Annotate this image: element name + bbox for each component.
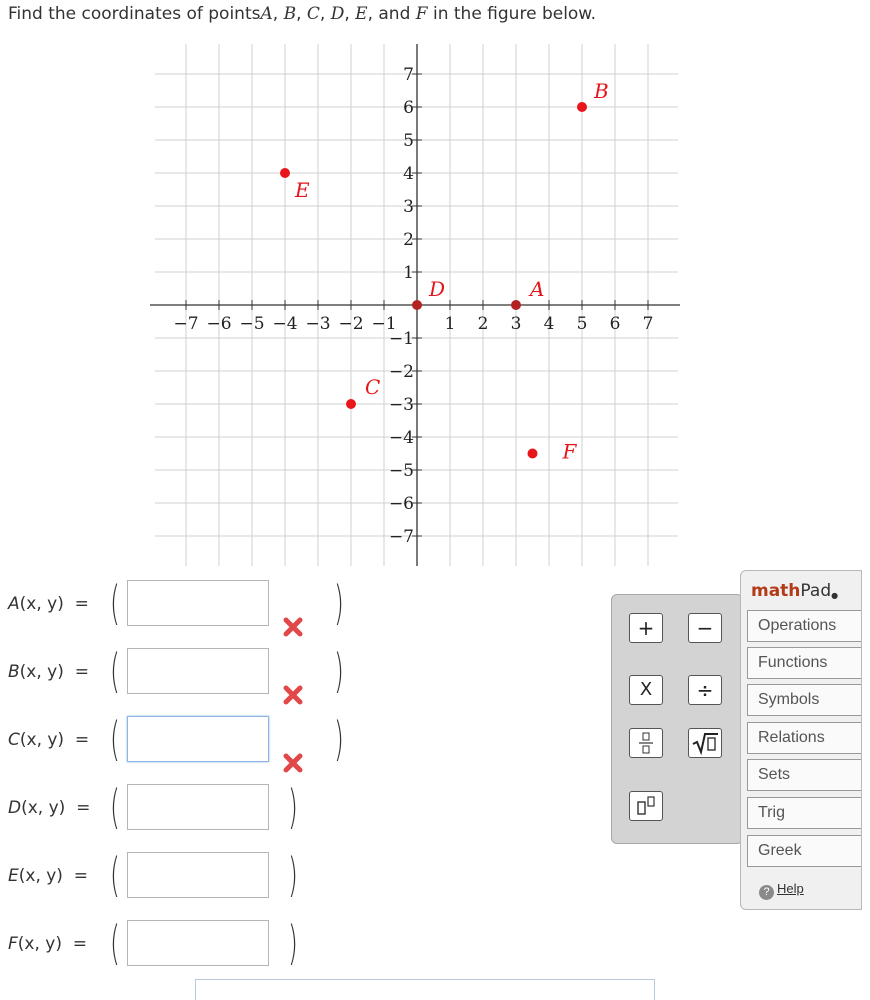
tab-greek[interactable]: Greek — [747, 835, 861, 867]
question-text: Find the coordinates of pointsA, B, C, D, E, and F in the figure below. — [8, 4, 597, 24]
answer-row-f — [8, 916, 368, 976]
incorrect-x-icon — [282, 616, 304, 638]
multiply-button[interactable]: X — [629, 675, 663, 705]
right-paren: ) — [334, 712, 344, 766]
y-tick-label: 1 — [403, 263, 414, 283]
next-question-frame — [195, 979, 655, 1000]
point-label-e: E — [295, 178, 310, 202]
mathpad-keypad — [611, 594, 743, 844]
question-point-e: E — [355, 4, 368, 24]
x-tick-label: 1 — [444, 314, 456, 334]
y-tick-label: −6 — [388, 494, 414, 514]
right-paren: ) — [334, 644, 344, 698]
answer-row-b — [8, 644, 368, 704]
y-tick-label: −1 — [388, 329, 414, 349]
answer-row-e — [8, 848, 368, 908]
tab-symbols[interactable]: Symbols — [747, 684, 861, 716]
left-paren: ( — [110, 780, 120, 834]
x-tick-label: −4 — [272, 314, 298, 334]
right-paren: ) — [288, 848, 298, 902]
answer-label: D(x, y) = — [8, 798, 91, 818]
point-a — [511, 300, 521, 310]
coordinate-plane — [150, 44, 680, 566]
answer-input-c[interactable] — [127, 716, 269, 762]
x-tick-label: 7 — [642, 314, 654, 334]
tab-trig[interactable]: Trig — [747, 797, 861, 829]
y-tick-label: 5 — [403, 131, 414, 151]
x-tick-label: −7 — [173, 314, 199, 334]
y-tick-label: 3 — [403, 197, 414, 217]
answer-input-f[interactable] — [127, 920, 269, 966]
fraction-icon — [630, 729, 662, 757]
x-tick-label: −5 — [239, 314, 265, 334]
x-tick-label: −3 — [305, 314, 331, 334]
sqrt-button[interactable] — [688, 728, 722, 758]
answer-row-d — [8, 780, 368, 840]
point-label-b: B — [594, 79, 609, 103]
tab-sets[interactable]: Sets — [747, 759, 861, 791]
sqrt-icon — [689, 729, 721, 757]
question-point-c: C — [306, 4, 320, 24]
power-button[interactable] — [629, 791, 663, 821]
x-tick-label: −2 — [338, 314, 364, 334]
incorrect-x-icon — [282, 752, 304, 774]
answer-input-a[interactable] — [127, 580, 269, 626]
x-tick-label: −6 — [206, 314, 232, 334]
right-paren: ) — [288, 916, 298, 970]
question-point-d: D — [330, 4, 345, 24]
power-icon — [630, 792, 662, 820]
point-label-c: C — [365, 375, 381, 399]
answer-label: F(x, y) = — [8, 934, 88, 954]
mathpad-logo: mathPad● — [751, 581, 839, 601]
help-icon: ? — [759, 885, 774, 900]
tab-operations[interactable]: Operations — [747, 610, 861, 642]
point-label-a: A — [530, 277, 545, 301]
question-point-a: A — [260, 4, 273, 24]
answer-input-b[interactable] — [127, 648, 269, 694]
y-tick-label: −3 — [388, 395, 414, 415]
x-tick-label: 4 — [543, 314, 555, 334]
answer-label: B(x, y) = — [8, 662, 89, 682]
y-tick-label: −4 — [388, 428, 414, 448]
y-tick-label: 6 — [403, 98, 414, 118]
point-f — [528, 449, 538, 459]
point-e — [280, 168, 290, 178]
help-link[interactable]: ? Help — [759, 881, 804, 900]
left-paren: ( — [110, 916, 120, 970]
right-paren: ) — [334, 576, 344, 630]
tab-relations[interactable]: Relations — [747, 722, 861, 754]
x-tick-label: 5 — [576, 314, 588, 334]
fraction-button[interactable] — [629, 728, 663, 758]
y-tick-label: 4 — [403, 164, 414, 184]
point-label-f: F — [562, 439, 577, 464]
tab-functions[interactable]: Functions — [747, 647, 861, 679]
y-tick-label: 2 — [403, 230, 414, 250]
plus-button[interactable]: + — [629, 613, 663, 643]
answer-label: C(x, y) = — [8, 730, 90, 750]
answer-label: A(x, y) = — [8, 594, 89, 614]
x-tick-label: −1 — [371, 314, 397, 334]
question-point-f: F — [415, 4, 428, 24]
answer-input-d[interactable] — [127, 784, 269, 830]
incorrect-x-icon — [282, 684, 304, 706]
y-tick-label: −2 — [388, 362, 414, 382]
minus-button[interactable]: − — [688, 613, 722, 643]
y-tick-label: −7 — [388, 527, 414, 547]
point-d — [412, 300, 422, 310]
answer-label: E(x, y) = — [8, 866, 89, 886]
question-point-b: B — [283, 4, 297, 24]
y-tick-label: 7 — [403, 65, 414, 85]
answer-input-e[interactable] — [127, 852, 269, 898]
x-tick-label: 2 — [477, 314, 489, 334]
right-paren: ) — [288, 780, 298, 834]
point-b — [577, 102, 587, 112]
x-tick-label: 6 — [609, 314, 621, 334]
answer-row-c — [8, 712, 368, 772]
mathpad-panel — [740, 570, 862, 910]
divide-button[interactable]: ÷ — [688, 675, 722, 705]
left-paren: ( — [110, 712, 120, 766]
x-tick-label: 3 — [510, 314, 522, 334]
point-c — [346, 399, 356, 409]
left-paren: ( — [110, 644, 120, 698]
point-label-d: D — [429, 277, 446, 301]
answer-row-a — [8, 576, 368, 636]
left-paren: ( — [110, 576, 120, 630]
y-tick-label: −5 — [388, 461, 414, 481]
left-paren: ( — [110, 848, 120, 902]
